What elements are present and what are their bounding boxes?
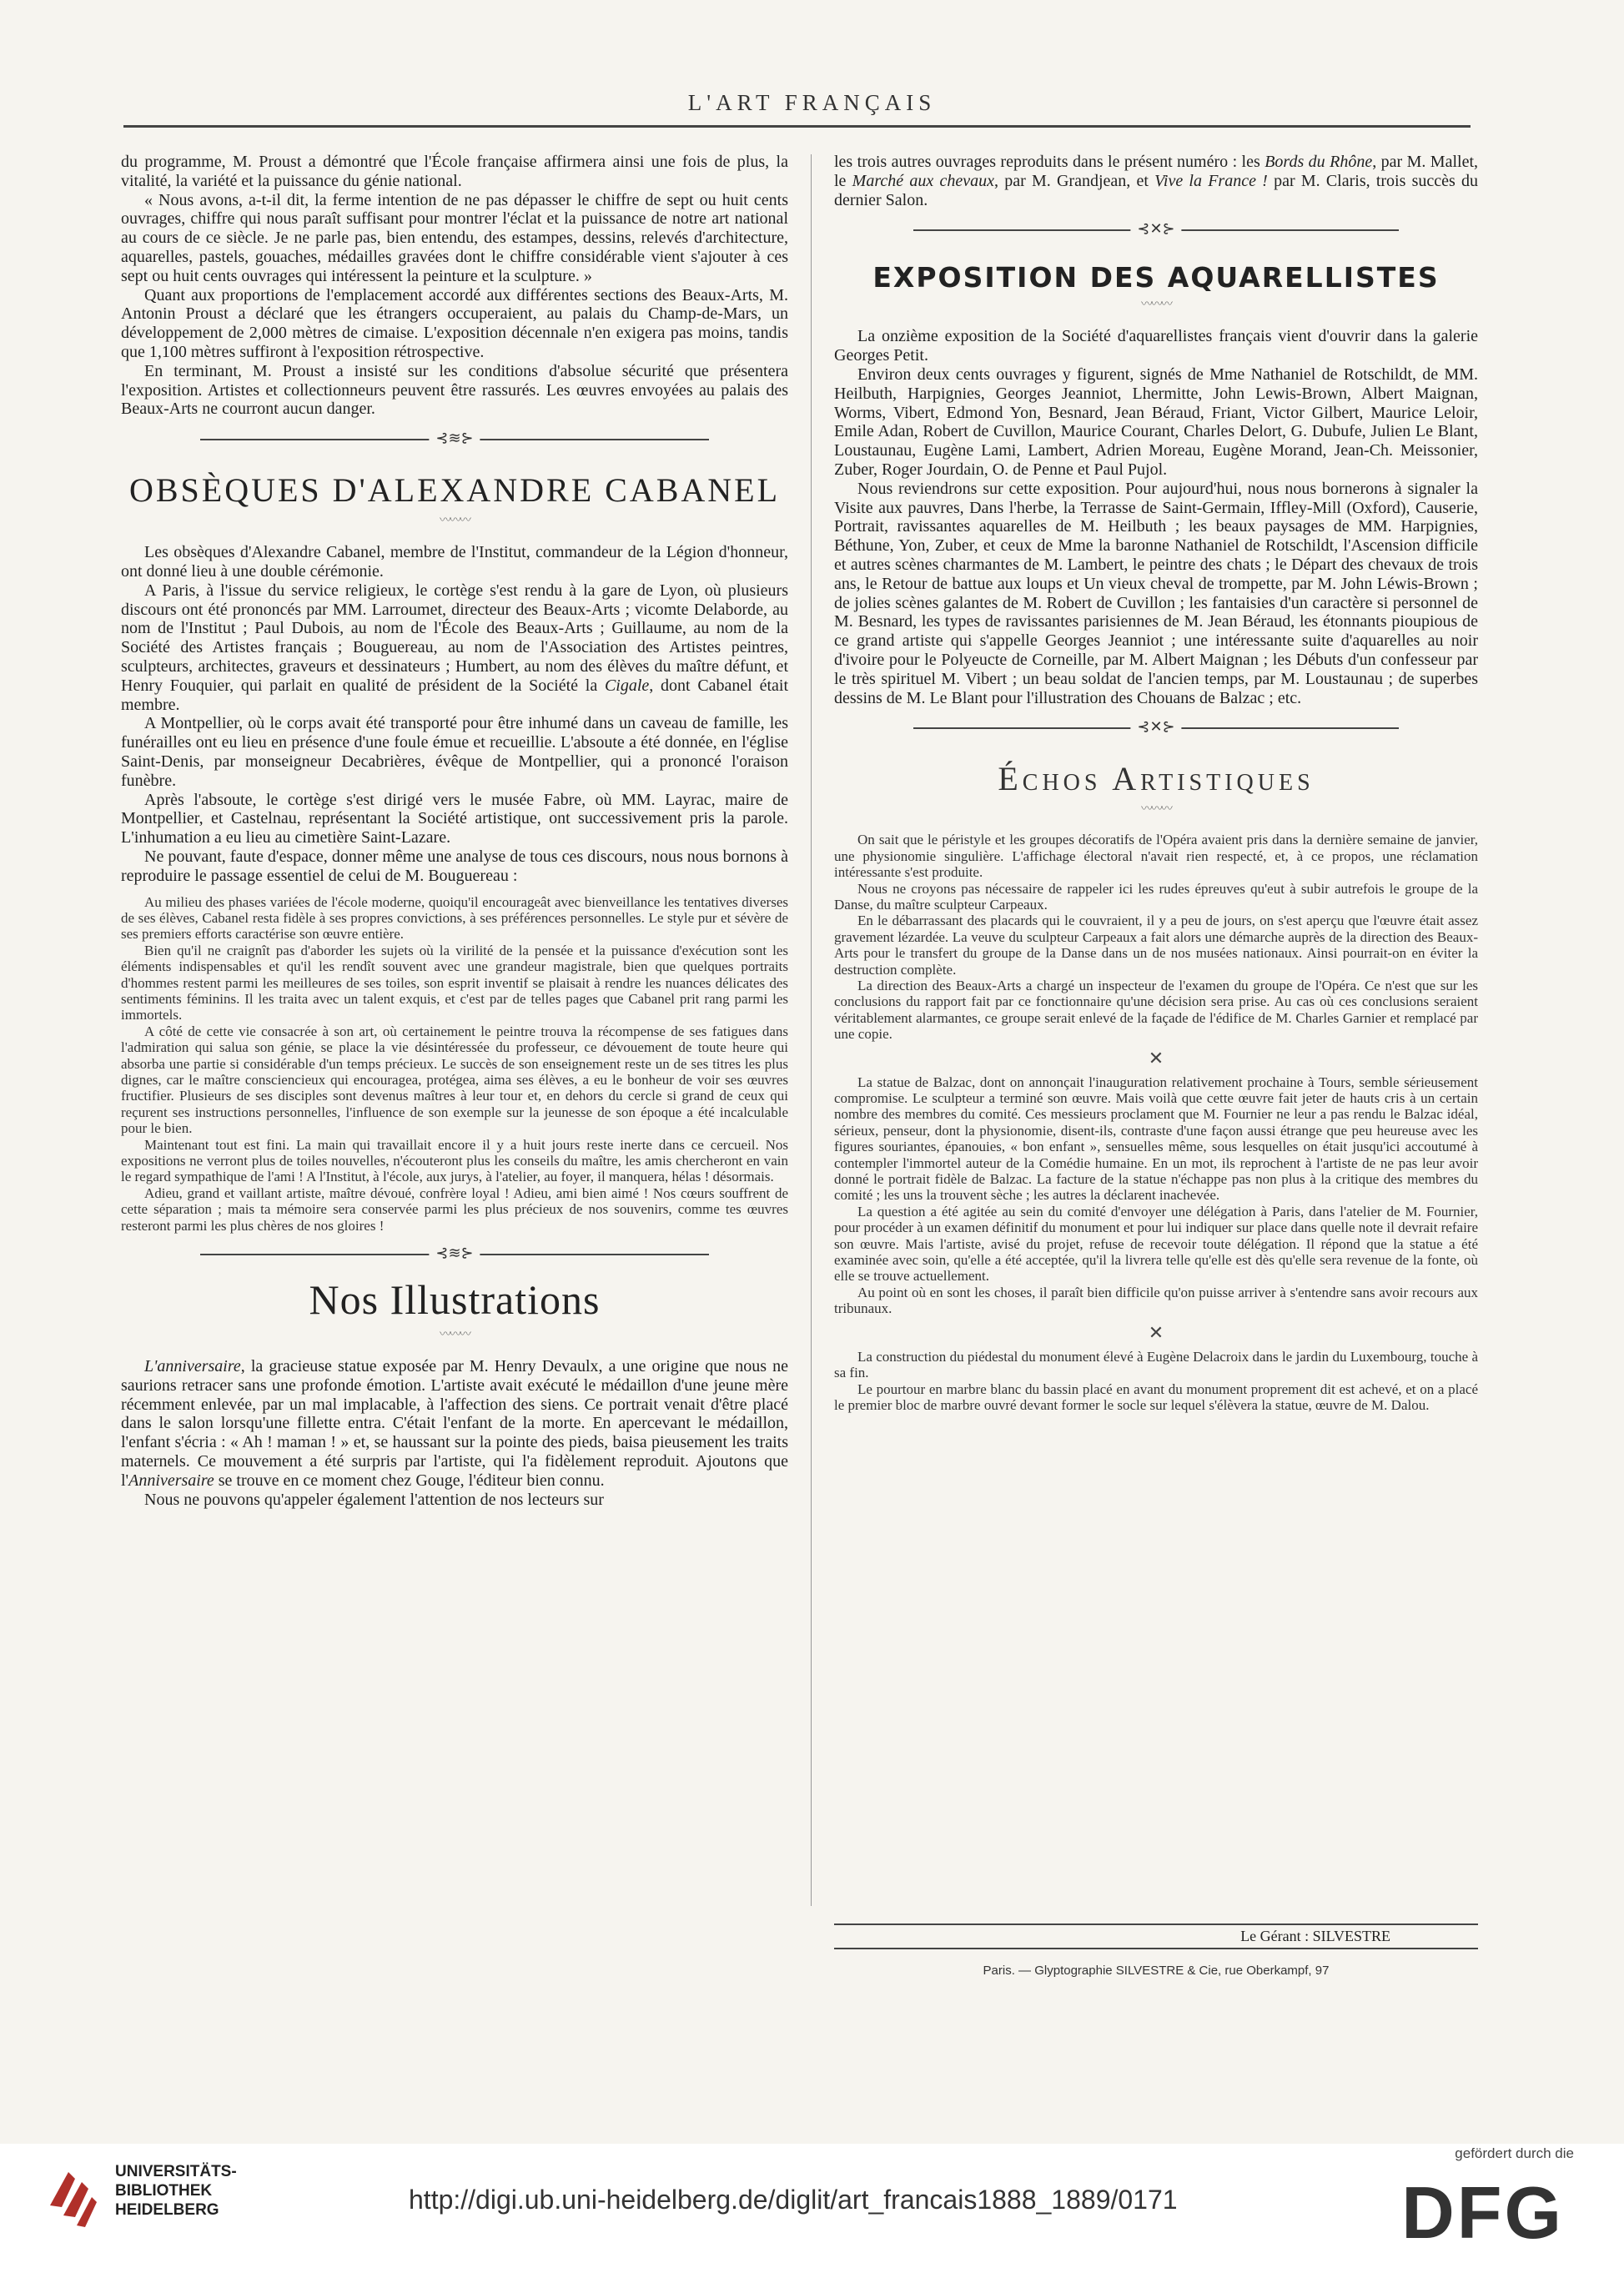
paragraph: En le débarrassant des placards qui le couvraient, il y a peu de jours, on s'est aperçu que l'œuvre était assez gravement lézardée. La veuve du sculpteur Carpeaux a fait alors une démarche auprès de la direction des Beaux-Arts pour le transfert du groupe de la Danse dans un de nos musées nationaux. Ainsi pourrait-on en éviter la destruction complète.: [834, 913, 1478, 978]
ornament-divider: ⊰✕⊱: [834, 716, 1478, 741]
paragraph: Les obsèques d'Alexandre Cabanel, membre de l'Institut, commandeur de la Légion d'honneur, ont donné lieu à une double cérémonie.: [121, 543, 788, 581]
permalink-url[interactable]: http://digi.ub.uni-heidelberg.de/diglit/art_francais1888_1889/0171: [409, 2185, 1178, 2215]
italic-title: Bords du Rhône: [1265, 153, 1373, 171]
italic-title: Anniversaire: [128, 1471, 214, 1490]
gerant-text: Le Gérant : SILVESTRE: [1240, 1928, 1390, 1944]
paragraph: [121, 1357, 788, 1491]
heading-flourish: 〰〰〰: [440, 1329, 470, 1342]
quotation-paragraph: Adieu, grand et vaillant artiste, maître dévoué, confrère loyal ! Adieu, ami bien aimé ! Nos cœurs souffrent de cette séparation ; mais ta mémoire sera conservée parmi les plus précieux de nos souvenirs, comme tes œuvres resteront parmi les plus chères de nos gloires !: [121, 1184, 788, 1234]
text-run: , par M. Mallet, le: [834, 153, 1479, 190]
heading-flourish: 〰〰〰: [1141, 803, 1171, 817]
text-run: se trouve en ce moment chez Gouge, l'éditeur bien connu.: [214, 1471, 605, 1490]
ornament-divider: ⊰≋⊱: [121, 1242, 788, 1267]
paragraph: [121, 581, 788, 715]
cross-separator: ✕: [1148, 1321, 1164, 1343]
italic-title: Vive la France !: [1154, 171, 1268, 190]
paragraph: La onzième exposition de la Société d'aquarellistes français vient d'ouvrir dans la galerie Georges Petit.: [834, 327, 1478, 365]
paragraph: Le pourtour en marbre blanc du bassin placé en avant du monument proprement dit est achevé, et on a placé le premier bloc de marbre ouvré devant former le socle sur lequel s'élèvera la statue, œuvre de M. Dalou.: [834, 1380, 1478, 1413]
library-name: [115, 2162, 237, 2220]
paragraph: Après l'absoute, le cortège s'est dirigé vers le musée Fabre, où MM. Layrac, maire de Montpellier, et Castelnau, représentant la Société artistique, ont successivement pris la parole. L'inhumation a eu lieu au cimetière Saint-Lazare.: [121, 790, 788, 847]
paragraph: La question a été agitée au sein du comité d'envoyer une délégation à Paris, dans l'atelier de M. Fournier, pour procéder à un examen définitif du monument et pour lui indiquer sur place dans quelle note il devrait refaire son œuvre. Mais l'artiste, avisé du projet, refuse de recevoir toute délégation. Il répond que la statue a été examinée avec soin, qu'elle a été acceptée, qu'il la livrera telle qu'elle est dès qu'elle sera revenue de la fonte, où elle se trouve actuellement.: [834, 1203, 1478, 1285]
echos-heading: Échos Artistiques: [998, 760, 1315, 798]
library-name-line: UNIVERSITÄTS-: [115, 2163, 237, 2180]
text-run: , dont Cabanel était membre.: [121, 676, 789, 714]
paragraph: Ne pouvant, faute d'espace, donner même une analyse de tous ces discours, nous nous bornons à reproduire le passage essentiel de celui de M. Bouguereau :: [121, 847, 788, 885]
dfg-logo: DFG: [1401, 2171, 1564, 2254]
column-divider: [811, 154, 812, 1906]
ornament-divider: ⊰≋⊱: [121, 427, 788, 452]
paragraph: La statue de Balzac, dont on annonçait l'inauguration relativement prochaine à Tours, semble sérieusement compromise. Le sculpteur a terminé son œuvre. Mais voilà que cette œuvre fait jeter de hauts cris à un certain nombre des membres du comité. Ces messieurs proclament que M. Fournier ne leur a pas rendu le Balzac idéal, sérieux, penseur, dont la physionomie, disent-ils, contraste d'une façon aussi étrange que peu heureuse avec les figures souriantes, épanouies, « bon enfant », sensuelles même, sous lesquelles on était jusqu'ici accoutumé à contempler l'immortel auteur de la Comédie humaine. En un mot, ils reprochent à l'artiste de ne pas leur avoir donné le portrait fidèle de Balzac. La facture de la statue n'échappe pas non plus à la critique des membres du comité ; les uns la trouvent sèche ; les autres la déclarent inachevée.: [834, 1074, 1478, 1204]
paragraph: Nous ne pouvons qu'appeler également l'attention de nos lecteurs sur: [144, 1490, 604, 1509]
left-column: [121, 153, 788, 1509]
ornament-divider: ⊰✕⊱: [834, 218, 1478, 243]
text-run: les trois autres ouvrages reproduits dans le présent numéro : les: [834, 153, 1260, 171]
library-name-line: BIBLIOTHEK: [115, 2182, 213, 2200]
text-run: , la gracieuse statue exposée par M. Henry Devaulx, a une origine que nous ne saurions retracer sans une profonde émotion. L'artiste avait exécuté le médaillon d'une jeune mère récemment enlevée, par un mal implacable, à l'affection des siens. Ce portrait venait d'être placé dans le salon lorsqu'une fillette entra. C'était l'enfant de la morte. En apercevant le médaillon, l'enfant s'écria : « Ah ! maman ! » et, se haussant sur la pointe des pieds, baisa pieusement les traits maternels. Ce mouvement a été surpris par l'artiste, qui l'a fidèlement reproduit. Ajoutons que l': [121, 1357, 788, 1490]
paragraph: [834, 153, 1478, 209]
heading-flourish: 〰〰〰: [1141, 299, 1171, 312]
running-header: L'ART FRANÇAIS: [687, 90, 937, 115]
paragraph: On sait que le péristyle et les groupes décoratifs de l'Opéra avaient pris dans la dernière semaine de janvier, une physionomie singulière. L'affichage électoral n'avait rien respecté, et, à ce propos, une réclamation intéressante s'est produite.: [834, 832, 1478, 881]
cross-separator: ✕: [1148, 1047, 1164, 1069]
paragraph: La construction du piédestal du monument élevé à Eugène Delacroix dans le jardin du Luxembourg, touche à sa fin.: [834, 1348, 1478, 1381]
paragraph: La direction des Beaux-Arts a chargé un inspecteur de l'examen du groupe de l'Opéra. Ce n'est que sur les conclusions du rapport fait par ce fonctionnaire qu'une décision sera prise. Au cas où ces conclusions seraient véritablement alarmantes, ce groupe serait enlevé de la façade de l'édifice de M. Charles Garnier et remplacé par une copie.: [834, 977, 1478, 1043]
paragraph: Nous reviendrons sur cette exposition. Pour aujourd'hui, nous nous bornerons à signaler la Visite aux pauvres, Dans l'herbe, la Terrasse de Saint-Germain, Iffley-Mill (Oxford), Causerie, Portrait, ravissantes aquarelles de M. Heilbuth ; les beaux paysages de MM. Harpignies, Béthune, Yon, Zuber, et ceux de Mme la baronne Nathaniel de Rotschildt, l'Ascension difficile et autres scènes charmantes de M. Lambert, le peintre des chats ; le Départ des chevaux de trois ans, le Retour de battue aux loups et Un vieux cheval de trompette, par M. John Léwis-Brown ; de jolies scènes galantes de M. Robert de Cuvillon ; les fantaisies d'un caractère si personnel de M. Besnard, les types de ravissantes parisiennes de M. Jean Béraud, les étonnants pioupious de ce grand artiste qui s'appelle Georges Jeanniot ; une intéressante suite d'aquarelles au noir d'ivoire pour le Polyeucte de Corneille, par M. Albert Maignan ; les Débuts d'un confesseur par le très spirituel M. Vibert ; un beau soldat de l'ancien temps, par M. Loustaunau ; de superbes dessins de M. Le Blant pour l'illustration des Chouans de Balzac ; etc.: [834, 479, 1478, 707]
aquarellistes-heading: EXPOSITION DES AQUARELLISTES: [872, 261, 1440, 294]
text-run: A Paris, à l'issue du service religieux, le cortège s'est rendu à la gare de Lyon, où plusieurs discours ont été prononcés par MM. Larroumet, directeur des Beaux-Arts ; vicomte Delaborde, au nom de l'Institut ; Paul Dubois, au nom de l'École des Beaux-Arts ; Guillaume, au nom de la Société des Artistes français ; Bouguereau, au nom de l'Association des Artistes peintres, sculpteurs, architectes, graveurs et dessinateurs ; Humbert, au nom des élèves du maître défunt, et Henry Fouquier, qui parlait en qualité de président de la Société la: [121, 581, 788, 695]
italic-title: L'anniversaire: [144, 1357, 241, 1376]
paragraph: Environ deux cents ouvrages y figurent, signés de Mme Nathaniel de Rotschildt, de MM. Heilbuth, Harpignies, Georges Jeanniot, Lhermitte, John Lewis-Brown, Albert Maignan, Worms, Vibert, Edmond Yon, Besnard, Jean Béraud, Friant, Victor Gilbert, Maurice Leloir, Emile Adan, Robert de Cuvillon, Maurice Courant, Charles Delort, G. Dubufe, Julien Le Blant, Loustaunau, Eugène Lami, Lambert, Adrien Moreau, Eugène Morand, Jean-Ch. Meissonier, Zuber, Roger Jourdain, O. de Penne et Paul Pujol.: [834, 365, 1478, 479]
printer-imprint: Paris. — Glyptographie SILVESTRE & Cie, rue Oberkampf, 97: [983, 1964, 1330, 1978]
paragraph: Au point où en sont les choses, il paraît bien difficile qu'on puisse arriver à s'entendre sans avoir recours aux tribunaux.: [834, 1284, 1478, 1317]
italic-title: Cigale: [604, 676, 650, 695]
quotation-paragraph: Maintenant tout est fini. La main qui travaillait encore il y a huit jours reste inerte dans ce cercueil. Nos expositions ne verront plus de toiles nouvelles, n'écouteront plus les conseils du maître, les amis chercheront en vain le regard sympathique de l'ami ! A l'Institut, à l'école, aux jurys, à l'atelier, au foyer, il manquera, hélas ! désormais.: [121, 1136, 788, 1185]
funding-note: gefördert durch die: [1455, 2145, 1574, 2161]
text-run: , par M. Grandjean, et: [993, 171, 1149, 190]
library-name-line: HEIDELBERG: [115, 2201, 219, 2219]
university-library-logo-icon: [43, 2155, 103, 2239]
header-rule: [123, 125, 1471, 128]
illustrations-heading: Nos Illustrations: [309, 1276, 601, 1324]
heading-flourish: 〰〰〰: [440, 515, 470, 528]
paragraph: En terminant, M. Proust a insisté sur les conditions d'absolue sécurité que présentera l'exposition. Artistes et collectionneurs peuvent être rassurés. Les œuvres envoyées au palais des Beaux-Arts ne courront aucun danger.: [121, 361, 788, 419]
paragraph: A Montpellier, où le corps avait été transporté pour être inhumé dans un caveau de famille, les funérailles ont eu lieu en présence d'une foule émue et recueillie. L'absoute a été donnée, en l'église Saint-Denis, par monseigneur Decabrières, évêque de Montpellier, qui a prononcé l'oraison funèbre.: [121, 714, 788, 790]
paragraph: Quant aux proportions de l'emplacement accordé aux différentes sections des Beaux-Arts, M. Antonin Proust a déclaré que les étrangers occuperaient, au palais du Champ-de-Mars, un développement de 2,000 mètres de cimaise. L'exposition décennale n'en exigera pas moins, tandis que 1,100 mètres suffiront à l'exposition rétrospective.: [121, 285, 788, 361]
right-column: [834, 153, 1478, 1413]
quotation-paragraph: Bien qu'il ne craignît pas d'aborder les sujets où la virilité de la pensée et la puissance d'exécution sont les éléments indispensables et qu'il les rendît souvent avec une grandeur magistrale, bien que quelques portraits d'hommes restent parmi les meilleures de ses toiles, son esprit inventif se plaisait à rendre les nuances délicates des sentiments féminins. Il les traita avec un talent exquis, et c'est par de telles pages que Cabanel prit rang parmi les immortels.: [121, 942, 788, 1023]
text-run: par M. Claris, trois succès du dernier Salon.: [834, 171, 1479, 209]
italic-title: Marché aux chevaux: [852, 171, 994, 190]
paragraph: Nous ne croyons pas nécessaire de rappeler ici les rudes épreuves qu'eut à subir autrefois le groupe de la Danse, du maître sculpteur Carpeaux.: [834, 880, 1478, 913]
cabanel-heading: OBSÈQUES D'ALEXANDRE CABANEL: [128, 471, 781, 510]
paragraph: « Nous avons, a-t-il dit, la ferme intention de ne pas dépasser le chiffre de sept ou huit cents ouvrages, chiffre qui nous paraît suffisant pour montrer l'éclat et la puissance de notre art national au cours de ce siècle. Je ne parle pas, bien entendu, des estampes, dessins, relevés d'architecture, aquarelles, pastels, gouaches, médailles gravées dont le chiffre considérable vient s'ajouter à ces sept ou huit cents ouvrages qui intéressent la peinture et la sculpture. »: [121, 190, 788, 285]
paragraph: du programme, M. Proust a démontré que l'École française affirmera ainsi une fois de plus, la vitalité, la variété et la puissance du génie national.: [121, 153, 788, 190]
gerant-line: [834, 1923, 1478, 1949]
quotation-paragraph: Au milieu des phases variées de l'école moderne, quoiqu'il encourageât avec bienveillance les tentatives diverses de ses élèves, Cabanel resta fidèle à ses propres convictions, à ses préférences personnelles. Le style pur et sévère de ses premiers efforts caractérise son œuvre entière.: [121, 893, 788, 943]
quotation-paragraph: A côté de cette vie consacrée à son art, où certainement le peintre trouva la récompense de ses fatigues dans l'admiration qui salua son génie, se place la vie désintéressée du professeur, ce dévouement de toute heure qui absorba une partie si considérable d'un temps précieux. Le succès de son enseignement reste un de ses titres les plus dignes, car le maître consciencieux qui encouragea, protégea, aima ses élèves, a eu le bonheur de voir ses œuvres fructifier. Plusieurs de ses disciples sont devenus maîtres à leur tour et, en dehors du cercle si grand de ceux qui reçurent ses instructions personnelles, l'influence de son exemple sur la jeunesse de son époque a été incalculable pour le bien.: [121, 1023, 788, 1137]
